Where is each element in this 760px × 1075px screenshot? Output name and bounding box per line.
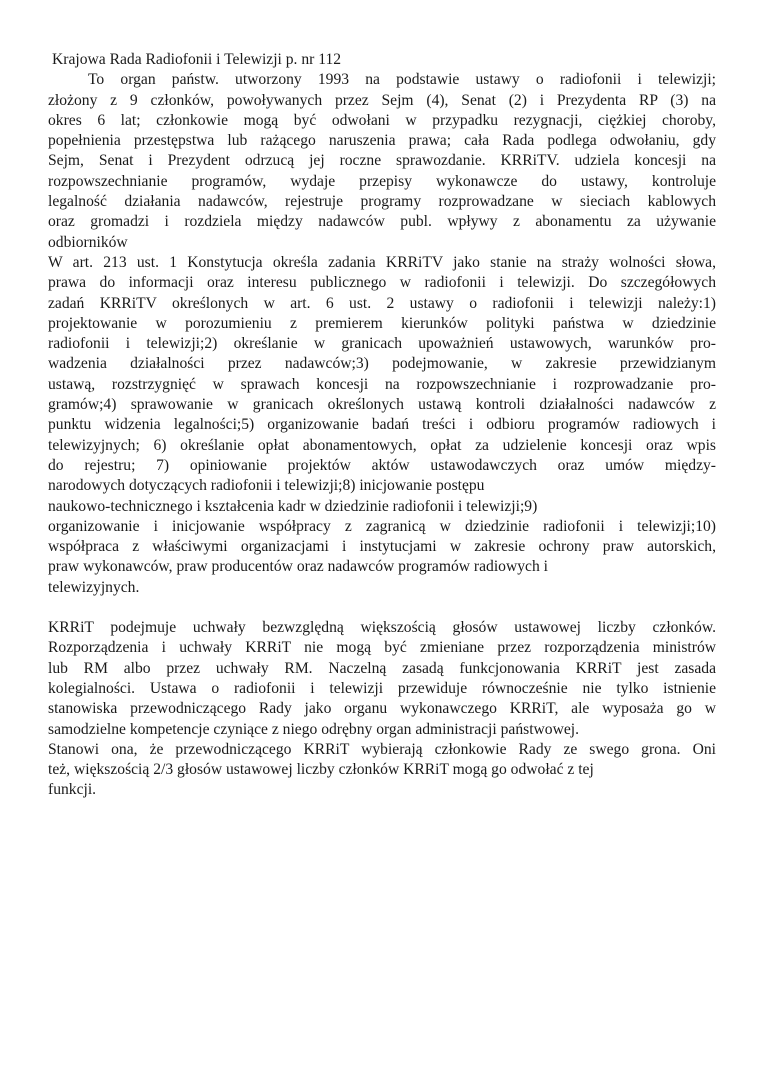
text-line: praw wykonawców, praw producentów oraz nadawców programów radiowych i [48,558,548,576]
text-line: projektowanie w porozumieniu z premierem kierunków polityki państwa w dziedzinie [48,314,716,332]
text-line: Rozporządzenia i uchwały KRRiT nie mogą być zmieniane przez rozporządzenia ministrów [48,639,716,657]
text-line: prawa do informacji oraz interesu publicznego w radiofonii i telewizji. Do szczegółowych [48,274,716,292]
text-line: narodowych dotyczących radiofonii i telewizji;8) inicjowanie postępu [48,477,485,495]
text-line: telewizyjnych; 6) określanie opłat abonamentowych, opłat za udzielenie koncesji oraz wpis [48,436,716,454]
text-line: kolegialności. Ustawa o radiofonii i telewizji przewiduje równocześnie nie tylko istnienie [48,679,716,697]
text-line: współpraca z właściwymi organizacjami i instytucjami w zakresie ochrony praw autorskich, [48,538,716,556]
text-line: organizowanie i inicjowanie współpracy z zagranicą w dziedzinie radiofonii i telewizji;10) [48,517,716,535]
text-line: KRRiT podejmuje uchwały bezwzględną większością głosów ustawowej liczby członków. [48,619,716,637]
text-line: wadzenia działalności przez nadawców;3) podejmowanie, w zakresie przewidzianym [48,355,716,373]
text-line: popełnienia przestępstwa lub rażącego naruszenia prawa; cała Rada podlega odwołaniu, gdy [48,132,716,150]
paragraph-constitution-tasks [48,253,716,598]
text-line: Stanowi ona, że przewodniczącego KRRiT wybierają członkowie Rady ze swego grona. Oni [48,740,716,758]
text-line: Sejm, Senat i Prezydent odrzucą jej roczne sprawozdanie. KRRiTV. udziela koncesji na [48,152,716,170]
text-line: do rejestru; 7) opiniowanie projektów aktów ustawodawczych oraz umów między- [48,456,716,474]
text-line: radiofonii i telewizji;2) określanie w granicach upoważnień ustawowych, warunków pro- [48,335,716,353]
text-line: funkcji. [48,781,97,799]
paragraph-spacer [48,598,716,618]
text-line: telewizyjnych. [48,578,140,596]
text-line: okres 6 lat; członkowie mogą być odwołani w przypadku rezygnacji, ciężkiej choroby, [48,111,716,129]
text-line: rozpowszechnianie programów, wydaje przepisy wykonawcze do ustawy, kontroluje [48,172,716,190]
text-line: naukowo-technicznego i kształcenia kadr w dziedzinie radiofonii i telewizji;9) [48,497,538,515]
document-title: Krajowa Rada Radiofonii i Telewizji p. nr 112 [52,51,342,68]
text-line: lub RM albo przez uchwały RM. Naczelną zasadą funkcjonowania KRRiT jest zasada [48,659,716,677]
text-line: zadań KRRiTV określonych w art. 6 ust. 2 ustawy o radiofonii i telewizji należy:1) [48,294,716,312]
document-page [48,50,716,801]
paragraph-organ-description [48,70,716,253]
text-line: legalność działania nadawców, rejestruje programy rozprowadzane w sieciach kablowych [48,193,716,211]
text-line: samodzielne kompetencje czyniące z niego odrębny organ administracji państwowej. [48,720,580,738]
text-line: To organ państw. utworzony 1993 na podstawie ustawy o radiofonii i telewizji; [88,71,716,89]
text-line: złożony z 9 członków, powoływanych przez Sejm (4), Senat (2) i Prezydenta RP (3) na [48,91,716,109]
text-line: punktu widzenia legalności;5) organizowanie badań treści i odbioru programów radiowych i [48,416,716,434]
text-line: oraz gromadzi i rozdziela między nadawców publ. wpływy z abonamentu za używanie [48,213,716,231]
text-line: też, większością 2/3 głosów ustawowej liczby członków KRRiT mogą go odwołać z tej [48,761,594,779]
text-line: stanowiska przewodniczącego Rady jako organu wykonawczego KRRiT, ale wyposaża go w [48,700,716,718]
paragraph-krrit-decisions [48,618,716,801]
text-line: gramów;4) sprawowanie w granicach określonych ustawą kontroli działalności nadawców z [48,396,716,414]
text-line: ustawą, rozstrzygnięć w sprawach koncesji na rozpowszechnianie i rozprowadzanie pro- [48,375,716,393]
text-line: odbiorników [48,233,128,251]
text-line: W art. 213 ust. 1 Konstytucja określa zadania KRRiTV jako stanie na straży wolności słowa, [48,253,716,271]
